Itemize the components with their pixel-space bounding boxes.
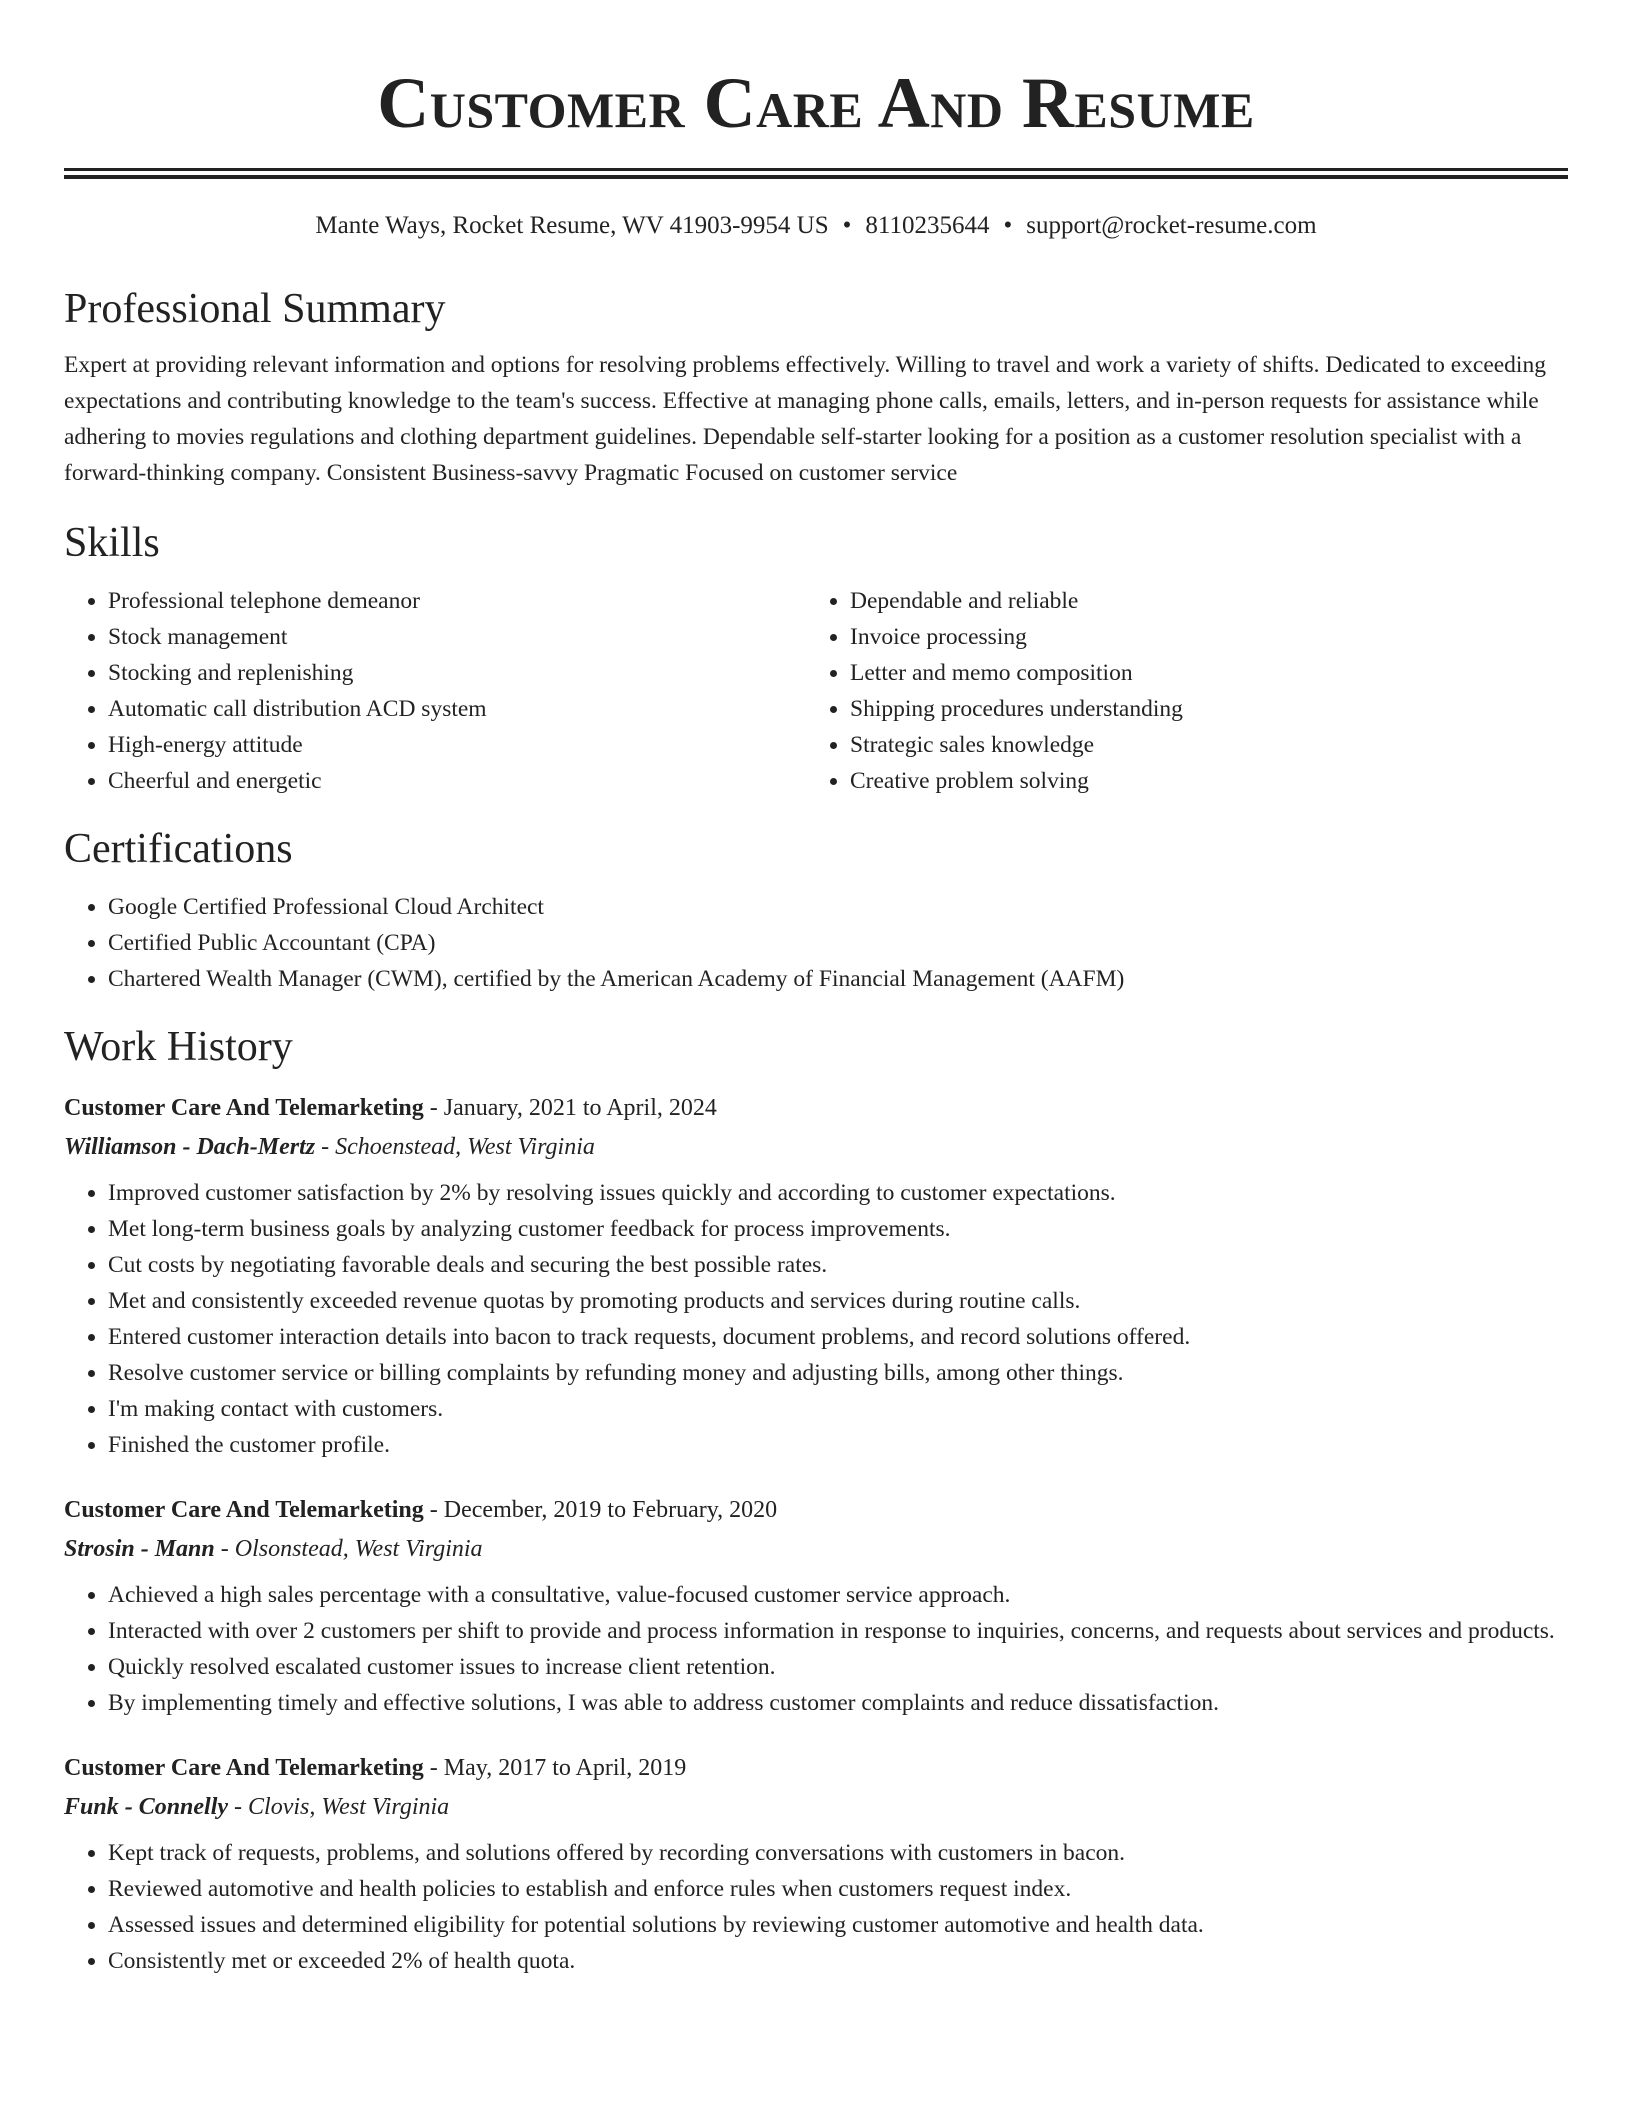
skill-item: • Invoice processing bbox=[850, 619, 1548, 655]
job-bullet: • Consistently met or exceeded 2% of health quota. bbox=[108, 1943, 1568, 1979]
certifications-list bbox=[64, 889, 1568, 997]
job-bullet: • Kept track of requests, problems, and solutions offered by recording conversations with customers in bacon. bbox=[108, 1835, 1568, 1871]
job-bullets bbox=[64, 1175, 1568, 1463]
job-title-line bbox=[64, 1089, 1568, 1127]
contact-phone: 8110235644 bbox=[865, 212, 990, 239]
job-dates: December, 2019 to February, 2020 bbox=[443, 1497, 778, 1523]
job-title-line bbox=[64, 1749, 1568, 1787]
job-location: Olsonstead, West Virginia bbox=[234, 1536, 483, 1562]
contact-email: support@rocket-resume.com bbox=[1026, 212, 1317, 239]
summary-heading: Professional Summary bbox=[64, 286, 446, 332]
dash-separator: - bbox=[423, 1497, 444, 1523]
certifications-heading: Certifications bbox=[64, 826, 293, 872]
job-title-line bbox=[64, 1491, 1568, 1529]
skills-column-left bbox=[64, 583, 806, 799]
job-title: Customer Care And Telemarketing bbox=[64, 1497, 424, 1523]
job-bullet: • I'm making contact with customers. bbox=[108, 1391, 1568, 1427]
job-bullets bbox=[64, 1835, 1568, 1979]
job-bullet: • Met long-term business goals by analyzing customer feedback for process improvements. bbox=[108, 1211, 1568, 1247]
skill-item: • Strategic sales knowledge bbox=[850, 727, 1548, 763]
dash-separator: - bbox=[315, 1134, 336, 1160]
resume-title: Customer Care And Resume bbox=[377, 63, 1255, 143]
dash-separator: - bbox=[423, 1095, 444, 1121]
job-company-line bbox=[64, 1127, 1568, 1167]
job-bullet: • Interacted with over 2 customers per shift to provide and process information in response to inquiries, concerns, and requests about services and products. bbox=[108, 1613, 1568, 1649]
certification-item: • Chartered Wealth Manager (CWM), certified by the American Academy of Financial Management (AAFM) bbox=[108, 961, 1568, 997]
job-company: Williamson - Dach-Mertz bbox=[64, 1134, 316, 1160]
dash-separator: - bbox=[228, 1794, 249, 1820]
job-company: Funk - Connelly bbox=[64, 1794, 229, 1820]
job-bullet: • Reviewed automotive and health policies to establish and enforce rules when customers request index. bbox=[108, 1871, 1568, 1907]
job-title: Customer Care And Telemarketing bbox=[64, 1095, 424, 1121]
skill-item: • Professional telephone demeanor bbox=[108, 583, 806, 619]
contact-separator: • bbox=[842, 212, 852, 239]
skill-item: • High-energy attitude bbox=[108, 727, 806, 763]
job-company: Strosin - Mann bbox=[64, 1536, 215, 1562]
job-bullet: • Met and consistently exceeded revenue quotas by promoting products and services during routine calls. bbox=[108, 1283, 1568, 1319]
skills-list-left bbox=[64, 583, 806, 799]
job-location: Schoenstead, West Virginia bbox=[335, 1134, 595, 1160]
skill-item: • Stock management bbox=[108, 619, 806, 655]
job-bullet: • Improved customer satisfaction by 2% by resolving issues quickly and according to customer expectations. bbox=[108, 1175, 1568, 1211]
job-bullets bbox=[64, 1577, 1568, 1721]
dash-separator: - bbox=[214, 1536, 235, 1562]
job-entry bbox=[64, 1491, 1568, 1721]
certification-item: • Google Certified Professional Cloud Architect bbox=[108, 889, 1568, 925]
job-bullet: • Finished the customer profile. bbox=[108, 1427, 1568, 1463]
certification-item: • Certified Public Accountant (CPA) bbox=[108, 925, 1568, 961]
title-divider bbox=[64, 168, 1568, 179]
job-bullet: • Entered customer interaction details into bacon to track requests, document problems, and record solutions offered. bbox=[108, 1319, 1568, 1355]
skill-item: • Letter and memo composition bbox=[850, 655, 1548, 691]
job-company-line bbox=[64, 1529, 1568, 1569]
work-history-heading: Work History bbox=[64, 1024, 293, 1070]
job-title: Customer Care And Telemarketing bbox=[64, 1755, 424, 1781]
job-bullet: • Resolve customer service or billing complaints by refunding money and adjusting bills, among other things. bbox=[108, 1355, 1568, 1391]
job-bullet: • Achieved a high sales percentage with a consultative, value-focused customer service approach. bbox=[108, 1577, 1568, 1613]
contact-separator: • bbox=[1003, 212, 1013, 239]
skill-item: • Creative problem solving bbox=[850, 763, 1548, 799]
skill-item: • Cheerful and energetic bbox=[108, 763, 806, 799]
contact-address: Mante Ways, Rocket Resume, WV 41903-9954 US bbox=[315, 212, 829, 239]
job-bullet: • Cut costs by negotiating favorable deals and securing the best possible rates. bbox=[108, 1247, 1568, 1283]
summary-text: Expert at providing relevant information and options for resolving problems effectively. Willing to travel and work a variety of shifts. Dedicated to exceeding expectations and contributing knowledge to the team's success. Effective at managing phone calls, emails, letters, and in-person requests for assistance while adhering to movies regulations and clothing department guidelines. Dependable self-starter looking for a position as a customer resolution specialist with a forward-thinking company. Consistent Business-savvy Pragmatic Focused on customer service bbox=[64, 352, 1546, 486]
skills-grid bbox=[64, 583, 1568, 799]
skills-heading: Skills bbox=[64, 520, 160, 566]
job-company-line bbox=[64, 1787, 1568, 1827]
skills-list-right bbox=[806, 583, 1548, 799]
dash-separator: - bbox=[423, 1755, 444, 1781]
skill-item: • Stocking and replenishing bbox=[108, 655, 806, 691]
job-entry bbox=[64, 1089, 1568, 1463]
job-dates: January, 2021 to April, 2024 bbox=[443, 1095, 717, 1121]
job-dates: May, 2017 to April, 2019 bbox=[443, 1755, 687, 1781]
job-entry bbox=[64, 1749, 1568, 1979]
skills-column-right bbox=[806, 583, 1548, 799]
job-bullet: • Assessed issues and determined eligibility for potential solutions by reviewing customer automotive and health data. bbox=[108, 1907, 1568, 1943]
skill-item: • Shipping procedures understanding bbox=[850, 691, 1548, 727]
contact-line bbox=[64, 209, 1568, 243]
skill-item: • Dependable and reliable bbox=[850, 583, 1548, 619]
job-bullet: • Quickly resolved escalated customer issues to increase client retention. bbox=[108, 1649, 1568, 1685]
skill-item: • Automatic call distribution ACD system bbox=[108, 691, 806, 727]
job-bullet: • By implementing timely and effective solutions, I was able to address customer complaints and reduce dissatisfaction. bbox=[108, 1685, 1568, 1721]
job-location: Clovis, West Virginia bbox=[248, 1794, 450, 1820]
